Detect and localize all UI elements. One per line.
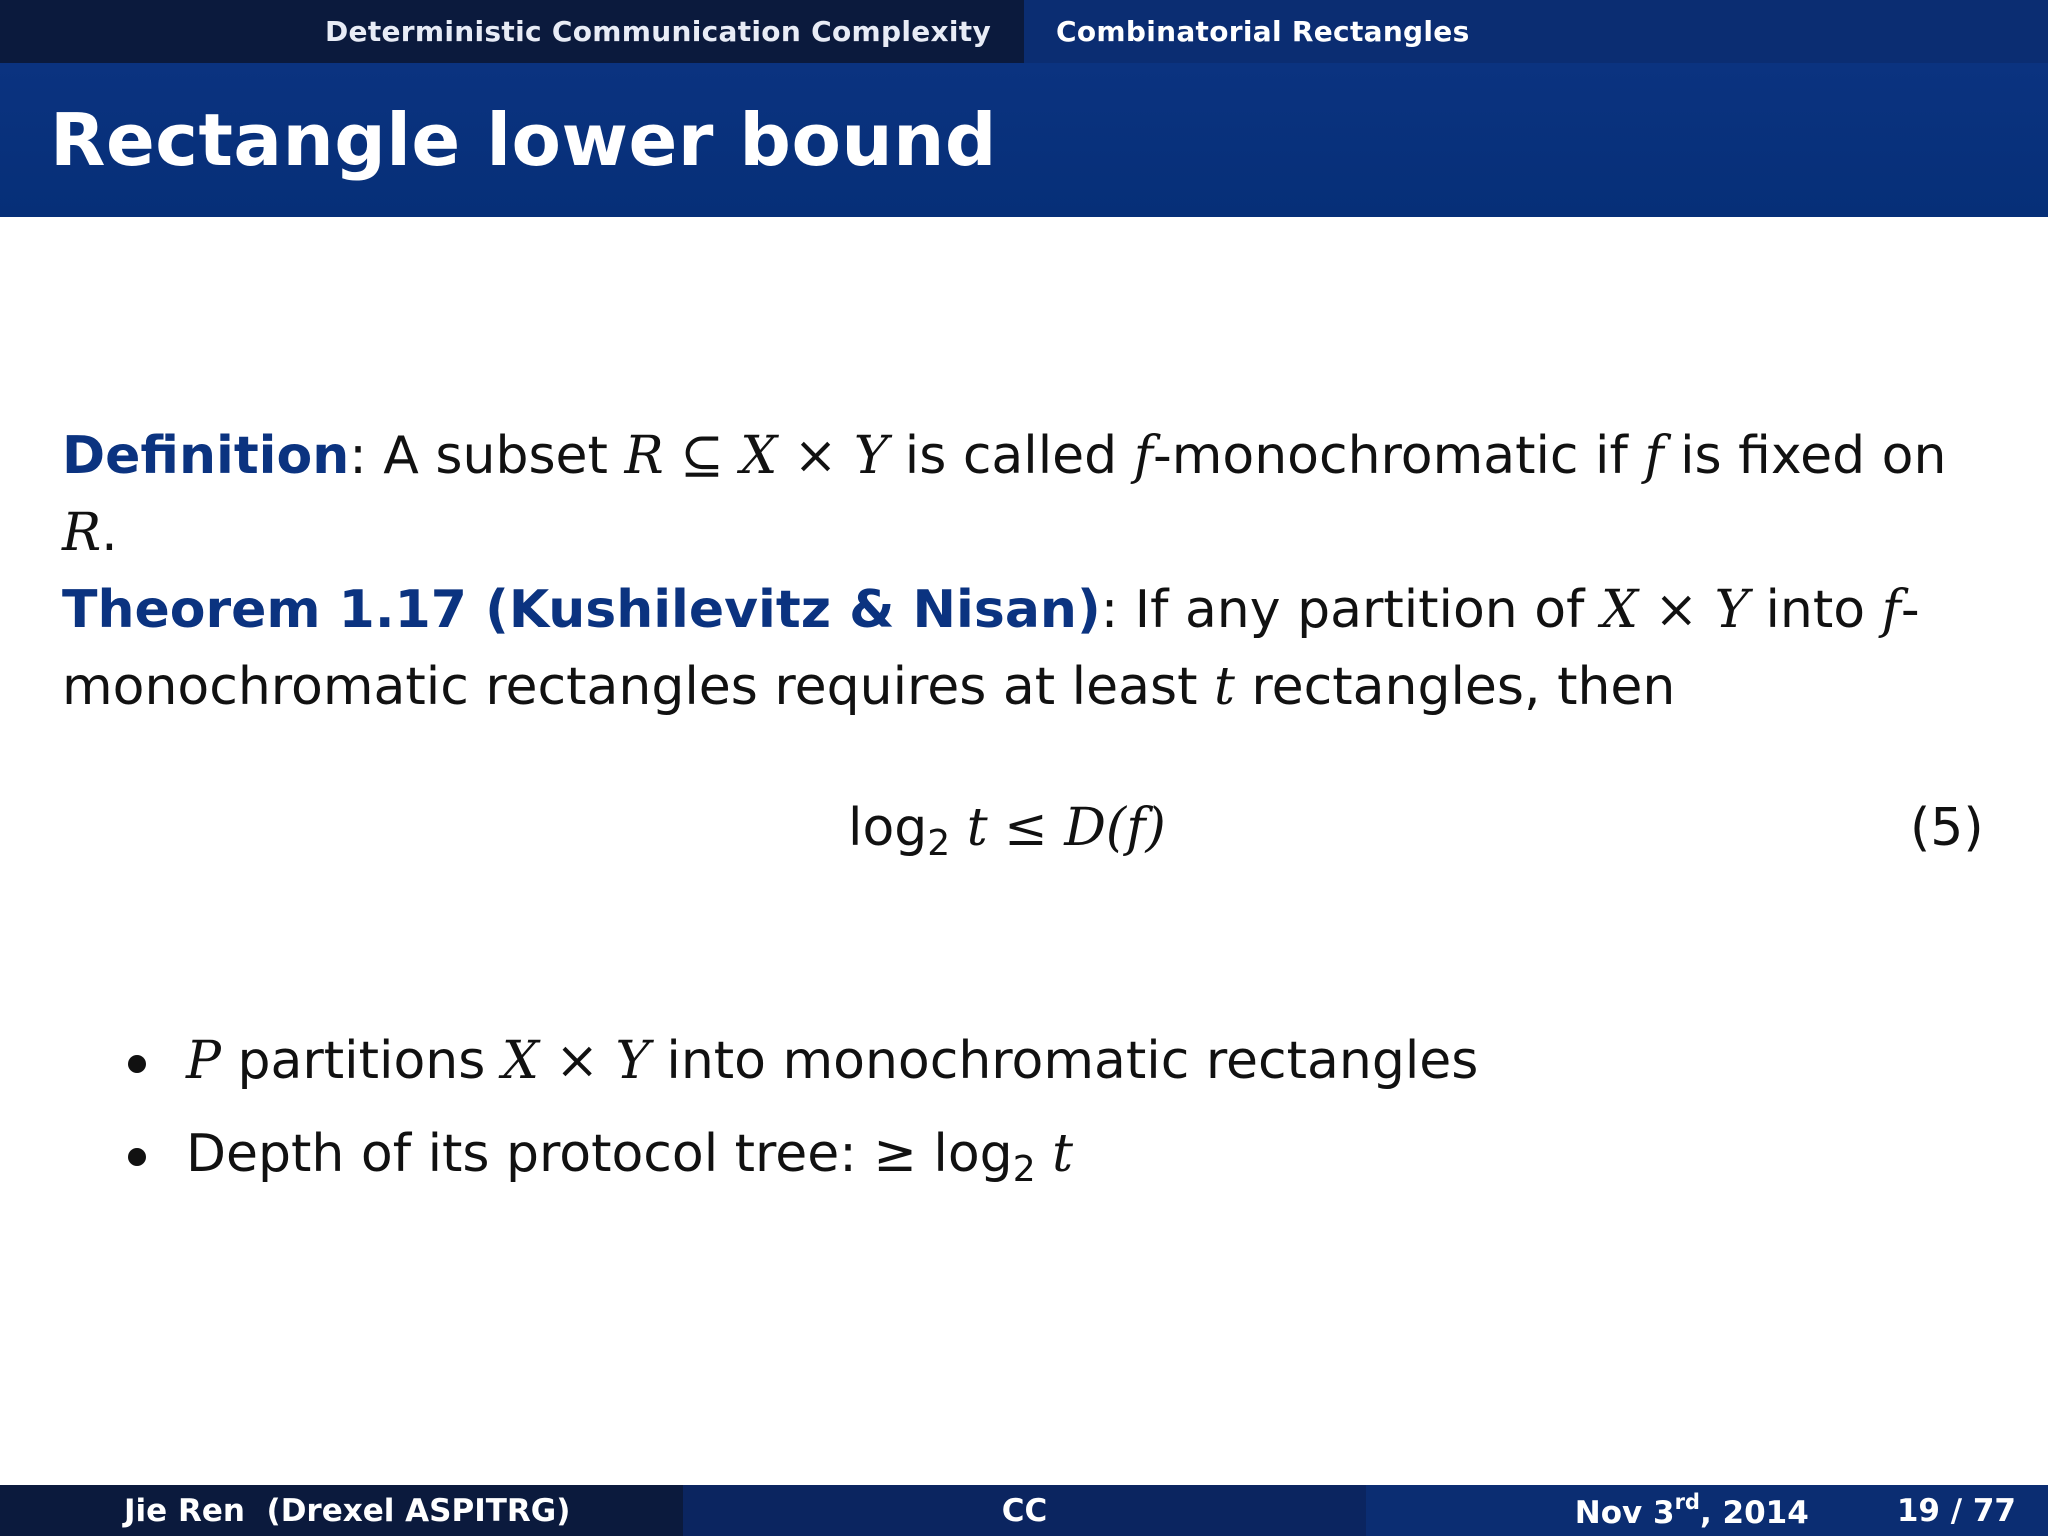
footer-title-cell — [683, 1485, 1366, 1536]
equation-log: log — [848, 798, 928, 858]
equation-log-base: 2 — [927, 823, 951, 864]
frame-title: Rectangle lower bound — [50, 98, 997, 182]
slide-body — [62, 418, 1992, 726]
footer-date-suffix: , 2014 — [1699, 1495, 1809, 1531]
definition-math: f — [1644, 426, 1664, 486]
bullet-icon — [128, 1055, 146, 1073]
nav-section-link[interactable]: Deterministic Communication Complexity — [325, 15, 991, 48]
nav-subsection-link[interactable]: Combinatorial Rectangles — [1056, 15, 1470, 48]
bullet-math: X × Y — [501, 1031, 650, 1091]
footer-bar — [0, 1485, 2048, 1536]
theorem-text: rectangles, then — [1234, 657, 1676, 717]
bullet-list — [120, 1022, 1478, 1208]
definition-math: R ⊆ X × Y — [624, 426, 889, 486]
definition-math: f — [1133, 426, 1153, 486]
definition-text: . — [101, 503, 118, 563]
theorem-paragraph — [62, 572, 1992, 726]
theorem-text: : If any partition of — [1100, 580, 1601, 640]
partition-symbol: P — [186, 1031, 221, 1091]
theorem-math: f — [1881, 580, 1901, 640]
equation-number: (5) — [1910, 798, 1984, 858]
equation-rhs: t ≤ D(f) — [950, 798, 1166, 858]
bullet-log-base: 2 — [1012, 1149, 1036, 1190]
list-item — [120, 1022, 1478, 1115]
footer-author: Jie Ren (Drexel ASPITRG) — [124, 1492, 571, 1529]
footer-date-prefix: Nov 3 — [1574, 1495, 1675, 1531]
footer-date-cell — [1366, 1485, 2048, 1536]
definition-math: R — [62, 503, 102, 563]
theorem-text: into — [1748, 580, 1882, 640]
footer-author-cell — [0, 1485, 683, 1536]
theorem-math: X × Y — [1600, 580, 1749, 640]
definition-text: -monochromatic if — [1152, 426, 1645, 486]
footer-short-title: CC — [1001, 1492, 1048, 1529]
bullet-math: t — [1035, 1124, 1074, 1184]
footer-date — [1575, 1490, 1809, 1531]
definition-text: is called — [888, 426, 1134, 486]
nav-subsection-area — [1024, 0, 2048, 63]
page-number[interactable]: 19 / 77 — [1896, 1492, 2016, 1529]
bullet-text: partitions — [221, 1031, 502, 1091]
theorem-math: t — [1214, 657, 1235, 717]
displayed-equation — [848, 798, 1166, 864]
bullet-text: into monochromatic rectangles — [649, 1031, 1479, 1091]
frame-title-bar — [0, 63, 2048, 217]
theorem-label: Theorem 1.17 (Kushilevitz & Nisan) — [62, 580, 1101, 640]
footer-date-sup: rd — [1674, 1490, 1700, 1514]
nav-section-area — [0, 0, 1024, 63]
definition-text: is fixed on — [1663, 426, 1947, 486]
equation-row — [0, 780, 2048, 880]
bullet-text: Depth of its protocol tree: ≥ log — [186, 1124, 1013, 1184]
theorem-text: -monochromatic rectangles requires at least — [62, 580, 1920, 717]
definition-text: : A subset — [349, 426, 625, 486]
definition-paragraph — [62, 418, 1992, 572]
navigation-bar — [0, 0, 2048, 63]
list-item — [120, 1115, 1478, 1208]
bullet-icon — [128, 1148, 146, 1166]
definition-label: Definition — [62, 426, 350, 486]
